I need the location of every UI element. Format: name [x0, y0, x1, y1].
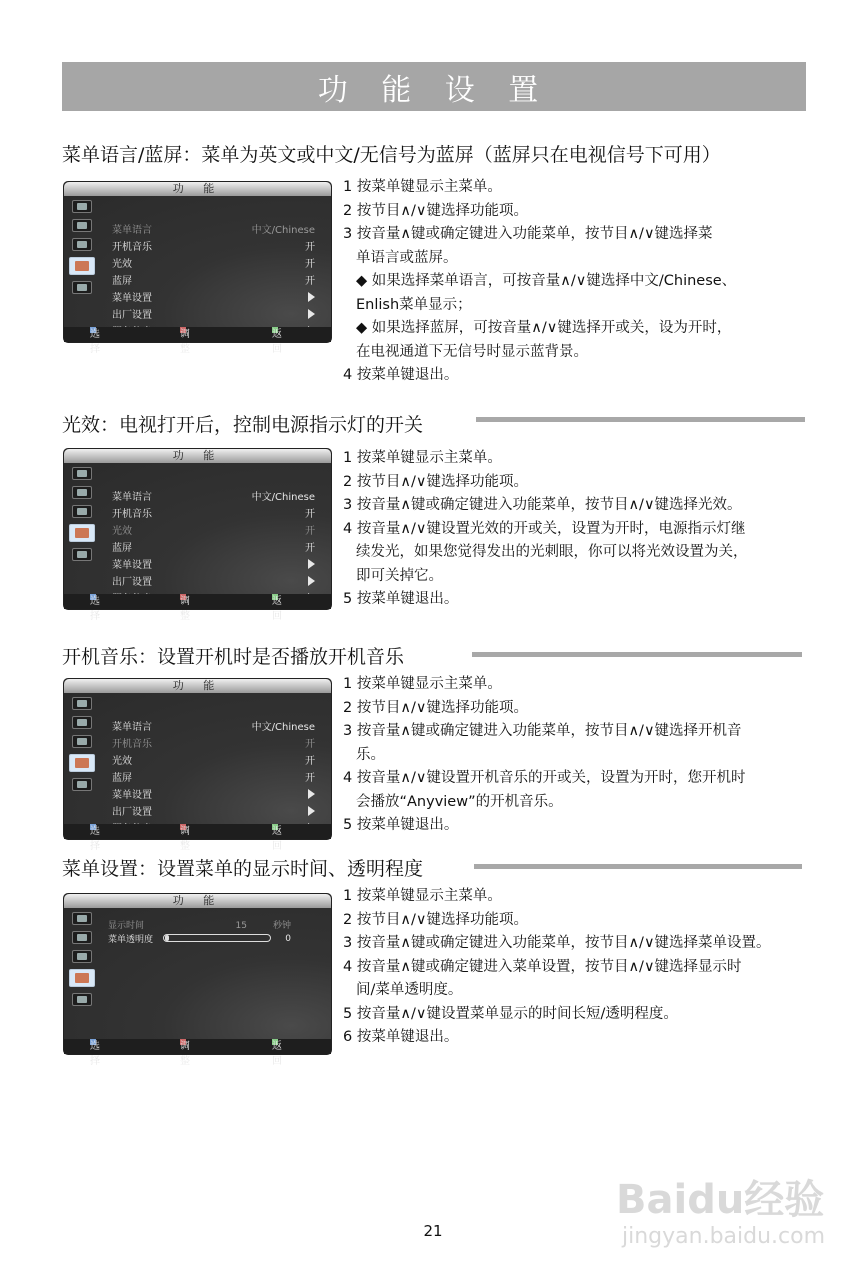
- menu-title: 功 能: [64, 182, 331, 196]
- step-text: 2 按节目∧/∨键选择功能项。: [343, 202, 528, 219]
- step-text: 间/菜单透明度。: [356, 982, 463, 998]
- menu-row: 光效 开: [112, 259, 315, 270]
- baidu-jingyan-watermark: [614, 1156, 826, 1266]
- watermark-brand: Baidu经验: [616, 1177, 825, 1223]
- step-text: ◆ 如果选择蓝屏，可按音量∧/∨键选择开或关，设为开时，: [356, 320, 732, 336]
- transparency-slider: [163, 934, 271, 942]
- menu-body: [64, 693, 331, 824]
- step-text: 5 按菜单键退出。: [343, 817, 459, 833]
- function-icon: [69, 969, 95, 987]
- menu-row: 光效 开: [112, 526, 315, 537]
- function-icon: [69, 754, 95, 772]
- section-heading-menu-language: 菜单语言/蓝屏：菜单为英文或中文/无信号为蓝屏（蓝屏只在电视信号下可用）: [62, 144, 721, 166]
- step-text: 5 按菜单键退出。: [343, 591, 459, 607]
- section-heading-light-effect: 光效：电视打开后，控制电源指示灯的开关: [62, 414, 424, 436]
- submenu-arrow-icon: [308, 806, 315, 816]
- steps-list: [343, 885, 813, 1050]
- steps-list: [343, 447, 813, 612]
- menu-body: [64, 463, 331, 594]
- page-number: 21: [423, 1222, 443, 1240]
- section-divider: [474, 864, 802, 869]
- step-text: 4 按音量∧/∨键设置光效的开或关，设置为开时，电源指示灯继: [343, 520, 746, 537]
- submenu-arrow-icon: [308, 309, 315, 319]
- menu-title: 功 能: [64, 894, 331, 908]
- step-text: 3 按音量∧键或确定键进入功能菜单，按节目∧/∨键选择光效。: [343, 497, 742, 513]
- menu-footer: 选择 调整 返回: [64, 594, 331, 609]
- function-icon: [69, 524, 95, 542]
- menu-title: 功 能: [64, 679, 331, 693]
- tv-menu-screenshot: [63, 678, 332, 852]
- step-text: 3 按音量∧键或确定键进入功能菜单，按节目∧/∨键选择开机音: [343, 723, 742, 739]
- sound-icon: [72, 486, 92, 499]
- menu-row: 开机音乐 开: [112, 242, 315, 253]
- menu-icon-column: [69, 697, 97, 797]
- watermark-url: jingyan.baidu.com: [622, 1224, 826, 1249]
- tv-menu-screenshot: [63, 448, 332, 622]
- step-text: 4 按菜单键退出。: [343, 367, 459, 383]
- display-time-row: 显示时间 15 秒钟: [108, 921, 291, 931]
- submenu-arrow-icon: [308, 559, 315, 569]
- step-text: 单语言或蓝屏。: [356, 249, 458, 266]
- step-text: 5 按音量∧/∨键设置菜单显示的时间长短/透明程度。: [343, 1005, 678, 1022]
- transparency-row: 菜单透明度 0: [108, 933, 291, 945]
- input-icon: [72, 778, 92, 791]
- channel-icon: [72, 238, 92, 251]
- step-text: Enlish菜单显示；: [356, 296, 472, 313]
- menu-body: [64, 196, 331, 327]
- step-text: 在电视通道下无信号时显示蓝背景。: [356, 343, 588, 360]
- menu-row: 出厂设置: [112, 802, 315, 819]
- steps-list: [343, 673, 813, 838]
- step-text: 2 按节目∧/∨键选择功能项。: [343, 473, 528, 490]
- menu-footer: 选择 调整 返回: [64, 1039, 331, 1054]
- step-text: 3 按音量∧键或确定键进入功能菜单，按节目∧/∨键选择菜: [343, 226, 713, 242]
- slider-knob: [165, 935, 169, 941]
- menu-icon-column: [69, 200, 97, 300]
- step-text: 1 按菜单键显示主菜单。: [343, 888, 502, 904]
- step-text: 6 按菜单键退出。: [343, 1029, 459, 1045]
- menu-row: 光效 开: [112, 756, 315, 767]
- menu-row: 出厂设置: [112, 305, 315, 322]
- sound-icon: [72, 931, 92, 944]
- step-text: 3 按音量∧键或确定键进入功能菜单，按节目∧/∨键选择菜单设置。: [343, 935, 771, 951]
- step-text: 4 按音量∧键或确定键进入菜单设置，按节目∧/∨键选择显示时: [343, 958, 742, 975]
- tv-picture-icon: [72, 467, 92, 480]
- steps-list: [343, 176, 813, 388]
- step-text: 1 按菜单键显示主菜单。: [343, 179, 502, 195]
- section-divider: [476, 417, 805, 422]
- step-text: 1 按菜单键显示主菜单。: [343, 676, 502, 692]
- page-title: 功 能 设 置: [62, 62, 806, 111]
- menu-footer: 选择 调整 返回: [64, 824, 331, 839]
- step-text: 1 按菜单键显示主菜单。: [343, 450, 502, 466]
- menu-row: 出厂设置: [112, 572, 315, 589]
- submenu-arrow-icon: [308, 292, 315, 302]
- menu-row: 菜单语言 中文/Chinese: [112, 225, 315, 236]
- menu-row: 菜单语言 中文/Chinese: [112, 722, 315, 733]
- step-text: 会播放“Anyview”的开机音乐。: [356, 793, 563, 810]
- sound-icon: [72, 219, 92, 232]
- menu-footer: 选择 调整 返回: [64, 327, 331, 342]
- menu-row: 开机音乐 开: [112, 739, 315, 750]
- step-text: 乐。: [356, 746, 385, 763]
- input-icon: [72, 548, 92, 561]
- channel-icon: [72, 735, 92, 748]
- menu-row: 菜单语言 中文/Chinese: [112, 492, 315, 503]
- menu-icon-column: [69, 912, 97, 1012]
- menu-row: 开机音乐 开: [112, 509, 315, 520]
- tv-picture-icon: [72, 200, 92, 213]
- section-heading-menu-settings: 菜单设置：设置菜单的显示时间、透明程度: [62, 858, 424, 880]
- step-text: 2 按节目∧/∨键选择功能项。: [343, 699, 528, 716]
- tv-menu-screenshot: [63, 893, 332, 1067]
- input-icon: [72, 281, 92, 294]
- input-icon: [72, 993, 92, 1006]
- step-text: ◆ 如果选择菜单语言，可按音量∧/∨键选择中文/Chinese、: [356, 273, 737, 289]
- submenu-arrow-icon: [308, 576, 315, 586]
- submenu-arrow-icon: [308, 789, 315, 799]
- menu-row: 菜单设置: [112, 288, 315, 305]
- section-heading-boot-music: 开机音乐：设置开机时是否播放开机音乐: [62, 646, 405, 668]
- menu-row: 蓝屏 开: [112, 543, 315, 554]
- menu-icon-column: [69, 467, 97, 567]
- tv-picture-icon: [72, 912, 92, 925]
- channel-icon: [72, 950, 92, 963]
- menu-row: 菜单设置: [112, 555, 315, 572]
- step-text: 2 按节目∧/∨键选择功能项。: [343, 911, 528, 928]
- step-text: 续发光，如果您觉得发出的光刺眼，你可以将光效设置为关，: [356, 544, 748, 560]
- menu-row: 菜单设置: [112, 785, 315, 802]
- channel-icon: [72, 505, 92, 518]
- step-text: 4 按音量∧/∨键设置开机音乐的开或关，设置为开时，您开机时: [343, 770, 746, 786]
- menu-row: 蓝屏 开: [112, 276, 315, 287]
- tv-menu-screenshot: [63, 181, 332, 355]
- step-text: 即可关掉它。: [356, 567, 443, 584]
- menu-row: 蓝屏 开: [112, 773, 315, 784]
- tv-picture-icon: [72, 697, 92, 710]
- menu-body: [64, 908, 331, 1039]
- menu-title: 功 能: [64, 449, 331, 463]
- sound-icon: [72, 716, 92, 729]
- section-divider: [472, 652, 802, 657]
- function-icon: [69, 257, 95, 275]
